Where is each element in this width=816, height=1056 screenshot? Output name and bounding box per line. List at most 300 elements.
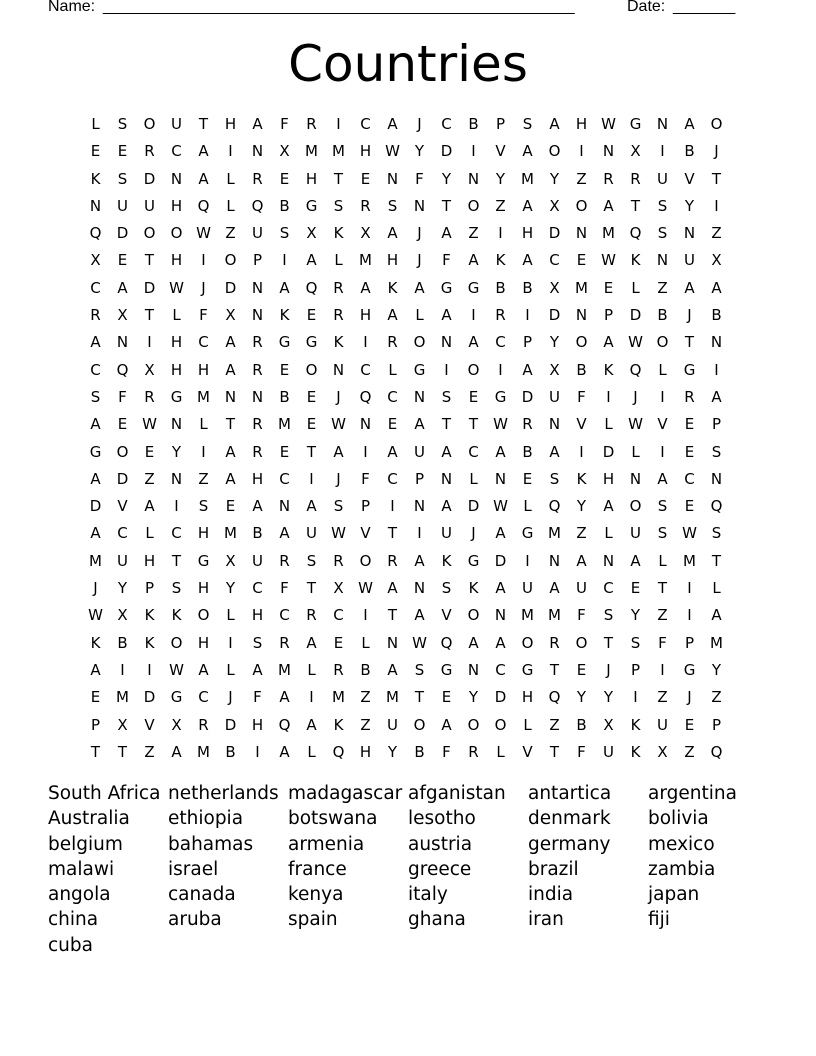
grid-letter: H: [197, 360, 210, 379]
grid-letter: A: [468, 633, 479, 652]
grid-letter: X: [117, 715, 128, 734]
grid-letter: I: [714, 196, 719, 215]
grid-letter: N: [548, 551, 561, 570]
grid-letter: W: [628, 415, 643, 434]
grid-letter: I: [525, 306, 530, 325]
grid-letter: A: [90, 415, 101, 434]
grid-letter: S: [171, 579, 182, 598]
grid-letter: T: [711, 551, 722, 570]
grid-letter: R: [279, 633, 290, 652]
grid-letter: D: [440, 142, 453, 161]
grid-letter: C: [171, 524, 182, 543]
grid-letter: A: [549, 442, 560, 461]
grid-letter: H: [170, 333, 183, 352]
grid-letter: A: [414, 278, 425, 297]
grid-letter: O: [467, 715, 480, 734]
grid-letter: E: [225, 497, 236, 516]
grid-letter: U: [603, 742, 614, 761]
grid-letter: T: [90, 742, 101, 761]
grid-letter: P: [495, 115, 506, 133]
grid-letter: I: [498, 224, 503, 243]
grid-letter: G: [89, 442, 102, 461]
word-list-item: germany: [528, 833, 611, 855]
grid-letter: A: [684, 115, 695, 133]
word-list-item: botswana: [288, 808, 378, 830]
grid-letter: O: [305, 360, 318, 379]
grid-letter: B: [225, 742, 236, 761]
grid-letter: O: [359, 551, 372, 570]
grid-letter: Y: [441, 169, 452, 188]
grid-letter: E: [306, 415, 317, 434]
grid-letter: S: [657, 196, 668, 215]
grid-letter: A: [549, 115, 560, 133]
grid-letter: U: [414, 442, 425, 461]
word-list-item: South Africa: [48, 783, 161, 804]
grid-letter: S: [387, 196, 398, 215]
grid-letter: A: [306, 497, 317, 516]
grid-letter: R: [387, 333, 398, 352]
grid-letter: C: [360, 115, 371, 133]
grid-letter: E: [630, 579, 641, 598]
grid-letter: A: [279, 524, 290, 543]
grid-letter: H: [251, 606, 264, 625]
grid-letter: W: [331, 415, 346, 434]
grid-letter: Y: [549, 169, 560, 188]
grid-letter: P: [522, 333, 533, 352]
grid-letter: E: [684, 415, 695, 434]
grid-letter: H: [224, 115, 237, 133]
grid-letter: Y: [576, 688, 587, 707]
grid-letter: A: [414, 415, 425, 434]
grid-letter: S: [711, 442, 722, 461]
grid-letter: U: [117, 196, 128, 215]
date-label: Date:: [627, 0, 666, 15]
grid-letter: R: [387, 551, 398, 570]
grid-letter: I: [363, 442, 368, 461]
word-list-item: angola: [48, 884, 111, 906]
grid-letter: M: [332, 142, 345, 161]
grid-letter: G: [440, 278, 453, 297]
grid-letter: T: [630, 196, 641, 215]
grid-letter: G: [305, 333, 318, 352]
grid-letter: C: [468, 442, 479, 461]
grid-letter: L: [199, 415, 208, 434]
grid-letter: N: [602, 551, 615, 570]
word-list-item: italy: [408, 884, 448, 906]
grid-letter: C: [90, 360, 101, 379]
grid-letter: F: [577, 387, 586, 406]
grid-letter: I: [579, 442, 584, 461]
grid-letter: E: [279, 360, 290, 379]
grid-letter: F: [658, 633, 667, 652]
word-list-item: fiji: [648, 909, 670, 931]
grid-letter: F: [253, 688, 262, 707]
grid-letter: R: [495, 306, 506, 325]
grid-letter: C: [495, 333, 506, 352]
grid-letter: Q: [548, 497, 561, 516]
word-list-item: cuba: [48, 934, 93, 956]
grid-letter: E: [279, 169, 290, 188]
grid-letter: P: [252, 251, 263, 270]
grid-letter: L: [658, 551, 667, 570]
grid-letter: K: [90, 633, 101, 652]
word-list-item: armenia: [288, 833, 365, 855]
word-list-item: kenya: [288, 884, 344, 906]
grid-letter: L: [226, 660, 235, 679]
grid-letter: G: [440, 660, 453, 679]
grid-letter: E: [684, 442, 695, 461]
grid-letter: J: [471, 524, 476, 543]
grid-letter: A: [603, 196, 614, 215]
grid-letter: O: [170, 633, 183, 652]
word-list-item: canada: [168, 884, 236, 906]
grid-letter: N: [656, 115, 669, 133]
grid-letter: G: [305, 196, 318, 215]
grid-letter: N: [89, 196, 102, 215]
grid-letter: F: [415, 169, 424, 188]
grid-letter: A: [279, 742, 290, 761]
grid-letter: B: [117, 633, 128, 652]
grid-letter: Y: [495, 169, 506, 188]
grid-letter: O: [170, 224, 183, 243]
grid-letter: A: [657, 469, 668, 488]
grid-letter: C: [333, 606, 344, 625]
grid-letter: W: [493, 415, 508, 434]
grid-letter: T: [387, 524, 398, 543]
grid-letter: Q: [251, 196, 264, 215]
word-list-item: japan: [648, 884, 700, 906]
grid-letter: I: [390, 497, 395, 516]
word-list-item: Australia: [48, 808, 130, 830]
grid-letter: X: [117, 306, 128, 325]
grid-letter: Q: [710, 497, 723, 516]
grid-letter: J: [687, 306, 692, 325]
grid-letter: K: [630, 742, 641, 761]
grid-letter: D: [602, 442, 615, 461]
grid-letter: M: [359, 251, 372, 270]
grid-letter: K: [468, 579, 479, 598]
word-list-item: spain: [288, 909, 338, 931]
grid-letter: W: [169, 278, 184, 297]
grid-letter: E: [684, 715, 695, 734]
grid-letter: S: [657, 497, 668, 516]
word-list-item: austria: [408, 833, 473, 855]
grid-letter: R: [333, 306, 344, 325]
grid-letter: C: [495, 660, 506, 679]
grid-letter: I: [147, 660, 152, 679]
grid-letter: O: [467, 606, 480, 625]
grid-letter: A: [495, 524, 506, 543]
grid-letter: V: [495, 142, 506, 161]
grid-letter: M: [521, 606, 534, 625]
grid-letter: S: [603, 606, 614, 625]
grid-letter: A: [522, 142, 533, 161]
grid-letter: Q: [710, 742, 723, 761]
grid-letter: S: [441, 387, 452, 406]
grid-letter: S: [279, 224, 290, 243]
grid-letter: J: [417, 115, 422, 133]
grid-letter: I: [363, 606, 368, 625]
grid-letter: B: [279, 196, 290, 215]
grid-letter: B: [279, 387, 290, 406]
grid-letter: E: [468, 387, 479, 406]
grid-letter: T: [198, 115, 209, 133]
grid-letter: L: [604, 415, 613, 434]
grid-letter: W: [88, 606, 103, 625]
word-list-item: france: [288, 858, 347, 880]
grid-letter: A: [468, 333, 479, 352]
grid-letter: H: [359, 142, 372, 161]
grid-letter: S: [441, 579, 452, 598]
grid-letter: E: [684, 497, 695, 516]
grid-letter: A: [711, 387, 722, 406]
grid-letter: K: [495, 251, 506, 270]
grid-letter: E: [90, 688, 101, 707]
grid-letter: A: [441, 715, 452, 734]
word-list-item: denmark: [528, 808, 611, 830]
grid-letter: D: [116, 469, 129, 488]
grid-letter: M: [89, 551, 102, 570]
grid-letter: E: [522, 469, 533, 488]
grid-letter: M: [332, 688, 345, 707]
grid-letter: Z: [549, 715, 560, 734]
grid-letter: H: [251, 469, 264, 488]
word-list-item: belgium: [48, 833, 123, 855]
grid-letter: S: [117, 115, 128, 133]
word-list-item: malawi: [48, 858, 115, 880]
grid-letter: T: [333, 169, 344, 188]
grid-letter: O: [710, 115, 723, 133]
word-list-item: mexico: [648, 833, 715, 855]
grid-letter: V: [522, 742, 533, 761]
grid-letter: X: [306, 224, 317, 243]
grid-letter: A: [198, 169, 209, 188]
grid-letter: U: [252, 224, 263, 243]
grid-letter: C: [117, 524, 128, 543]
grid-letter: M: [602, 224, 615, 243]
grid-letter: D: [521, 387, 534, 406]
grid-letter: I: [660, 660, 665, 679]
grid-letter: V: [360, 524, 371, 543]
grid-letter: R: [603, 169, 614, 188]
word-list-item: ethiopia: [168, 808, 244, 830]
grid-letter: E: [306, 306, 317, 325]
grid-letter: R: [252, 360, 263, 379]
grid-letter: N: [251, 387, 264, 406]
grid-letter: C: [279, 469, 290, 488]
grid-letter: R: [252, 442, 263, 461]
grid-letter: R: [549, 633, 560, 652]
grid-letter: T: [225, 415, 236, 434]
grid-letter: A: [252, 115, 263, 133]
grid-letter: O: [143, 224, 156, 243]
grid-letter: Y: [711, 660, 722, 679]
grid-letter: K: [144, 633, 155, 652]
grid-letter: U: [657, 715, 668, 734]
grid-letter: O: [413, 333, 426, 352]
grid-letter: A: [495, 442, 506, 461]
grid-letter: M: [386, 688, 399, 707]
grid-letter: X: [144, 360, 155, 379]
grid-letter: R: [333, 278, 344, 297]
grid-letter: A: [171, 742, 182, 761]
grid-letter: Y: [225, 579, 236, 598]
grid-letter: N: [251, 306, 264, 325]
grid-letter: P: [603, 306, 614, 325]
grid-letter: X: [90, 251, 101, 270]
grid-letter: G: [629, 115, 642, 133]
grid-letter: W: [142, 415, 157, 434]
word-list-item: aruba: [168, 909, 222, 931]
grid-letter: O: [467, 196, 480, 215]
grid-letter: Z: [198, 469, 209, 488]
grid-letter: G: [197, 551, 210, 570]
grid-letter: S: [333, 497, 344, 516]
grid-letter: P: [414, 469, 425, 488]
grid-letter: R: [306, 606, 317, 625]
grid-letter: S: [333, 196, 344, 215]
grid-letter: N: [440, 469, 453, 488]
grid-letter: R: [198, 715, 209, 734]
grid-letter: T: [657, 579, 668, 598]
grid-letter: V: [684, 169, 695, 188]
word-list-item: bolivia: [648, 808, 709, 830]
grid-letter: B: [495, 278, 506, 297]
grid-letter: X: [225, 306, 236, 325]
grid-letter: L: [226, 606, 235, 625]
grid-letter: A: [225, 469, 236, 488]
grid-letter: B: [414, 742, 425, 761]
grid-letter: A: [387, 115, 398, 133]
grid-letter: A: [279, 278, 290, 297]
grid-letter: A: [252, 660, 263, 679]
grid-letter: Z: [711, 224, 722, 243]
grid-letter: D: [143, 278, 156, 297]
grid-letter: X: [279, 142, 290, 161]
grid-letter: X: [630, 142, 641, 161]
grid-letter: A: [576, 551, 587, 570]
grid-letter: U: [549, 387, 560, 406]
grid-letter: S: [306, 551, 317, 570]
grid-letter: S: [657, 224, 668, 243]
grid-letter: S: [522, 115, 533, 133]
grid-letter: A: [603, 497, 614, 516]
grid-letter: F: [442, 742, 451, 761]
grid-letter: J: [417, 251, 422, 270]
grid-letter: W: [169, 660, 184, 679]
grid-letter: N: [413, 579, 426, 598]
grid-letter: T: [144, 251, 155, 270]
grid-letter: Z: [225, 224, 236, 243]
grid-letter: M: [224, 524, 237, 543]
grid-letter: B: [360, 660, 371, 679]
grid-letter: E: [306, 387, 317, 406]
grid-letter: A: [468, 251, 479, 270]
grid-letter: N: [170, 169, 183, 188]
grid-letter: U: [630, 524, 641, 543]
grid-letter: K: [630, 715, 641, 734]
grid-letter: I: [471, 306, 476, 325]
grid-letter: P: [711, 415, 722, 434]
grid-letter: L: [226, 169, 235, 188]
grid-letter: L: [388, 360, 397, 379]
grid-letter: I: [714, 360, 719, 379]
grid-letter: C: [360, 360, 371, 379]
grid-letter: A: [387, 660, 398, 679]
grid-letter: A: [279, 688, 290, 707]
grid-letter: G: [467, 551, 480, 570]
grid-letter: H: [197, 579, 210, 598]
grid-letter: C: [279, 606, 290, 625]
grid-letter: T: [441, 415, 452, 434]
grid-letter: A: [711, 606, 722, 625]
grid-letter: L: [523, 715, 532, 734]
grid-letter: A: [387, 306, 398, 325]
grid-letter: A: [414, 551, 425, 570]
grid-letter: R: [279, 551, 290, 570]
grid-letter: O: [116, 442, 129, 461]
grid-letter: Y: [414, 142, 425, 161]
grid-letter: Z: [144, 469, 155, 488]
grid-letter: D: [89, 497, 102, 516]
name-label: Name:: [48, 0, 96, 15]
grid-letter: L: [631, 442, 640, 461]
grid-letter: Z: [576, 169, 587, 188]
grid-letter: Y: [171, 442, 182, 461]
grid-letter: K: [144, 606, 155, 625]
grid-letter: Y: [549, 333, 560, 352]
grid-letter: L: [307, 660, 316, 679]
grid-letter: N: [548, 415, 561, 434]
grid-letter: U: [684, 251, 695, 270]
grid-letter: O: [548, 142, 561, 161]
grid-letter: X: [333, 579, 344, 598]
grid-letter: E: [144, 442, 155, 461]
grid-letter: R: [252, 333, 263, 352]
grid-letter: W: [601, 115, 616, 133]
grid-letter: U: [171, 115, 182, 133]
grid-letter: G: [683, 660, 696, 679]
grid-letter: A: [441, 442, 452, 461]
grid-letter: B: [468, 115, 479, 133]
grid-letter: Q: [629, 360, 642, 379]
grid-letter: H: [602, 469, 615, 488]
grid-letter: W: [628, 333, 643, 352]
grid-letter: K: [333, 715, 344, 734]
grid-letter: S: [630, 633, 641, 652]
grid-letter: X: [117, 606, 128, 625]
grid-letter: M: [683, 551, 696, 570]
grid-letter: Y: [684, 196, 695, 215]
grid-letter: V: [144, 715, 155, 734]
grid-letter: V: [576, 415, 587, 434]
grid-letter: A: [306, 251, 317, 270]
grid-letter: H: [197, 633, 210, 652]
grid-letter: H: [170, 251, 183, 270]
grid-letter: O: [413, 715, 426, 734]
grid-letter: H: [197, 524, 210, 543]
grid-letter: G: [494, 387, 507, 406]
grid-letter: I: [579, 142, 584, 161]
grid-letter: M: [521, 169, 534, 188]
grid-letter: A: [603, 333, 614, 352]
grid-letter: A: [117, 278, 128, 297]
grid-letter: R: [522, 415, 533, 434]
grid-letter: K: [603, 360, 614, 379]
grid-letter: N: [710, 469, 723, 488]
header: [48, 0, 748, 20]
grid-letter: W: [196, 224, 211, 243]
